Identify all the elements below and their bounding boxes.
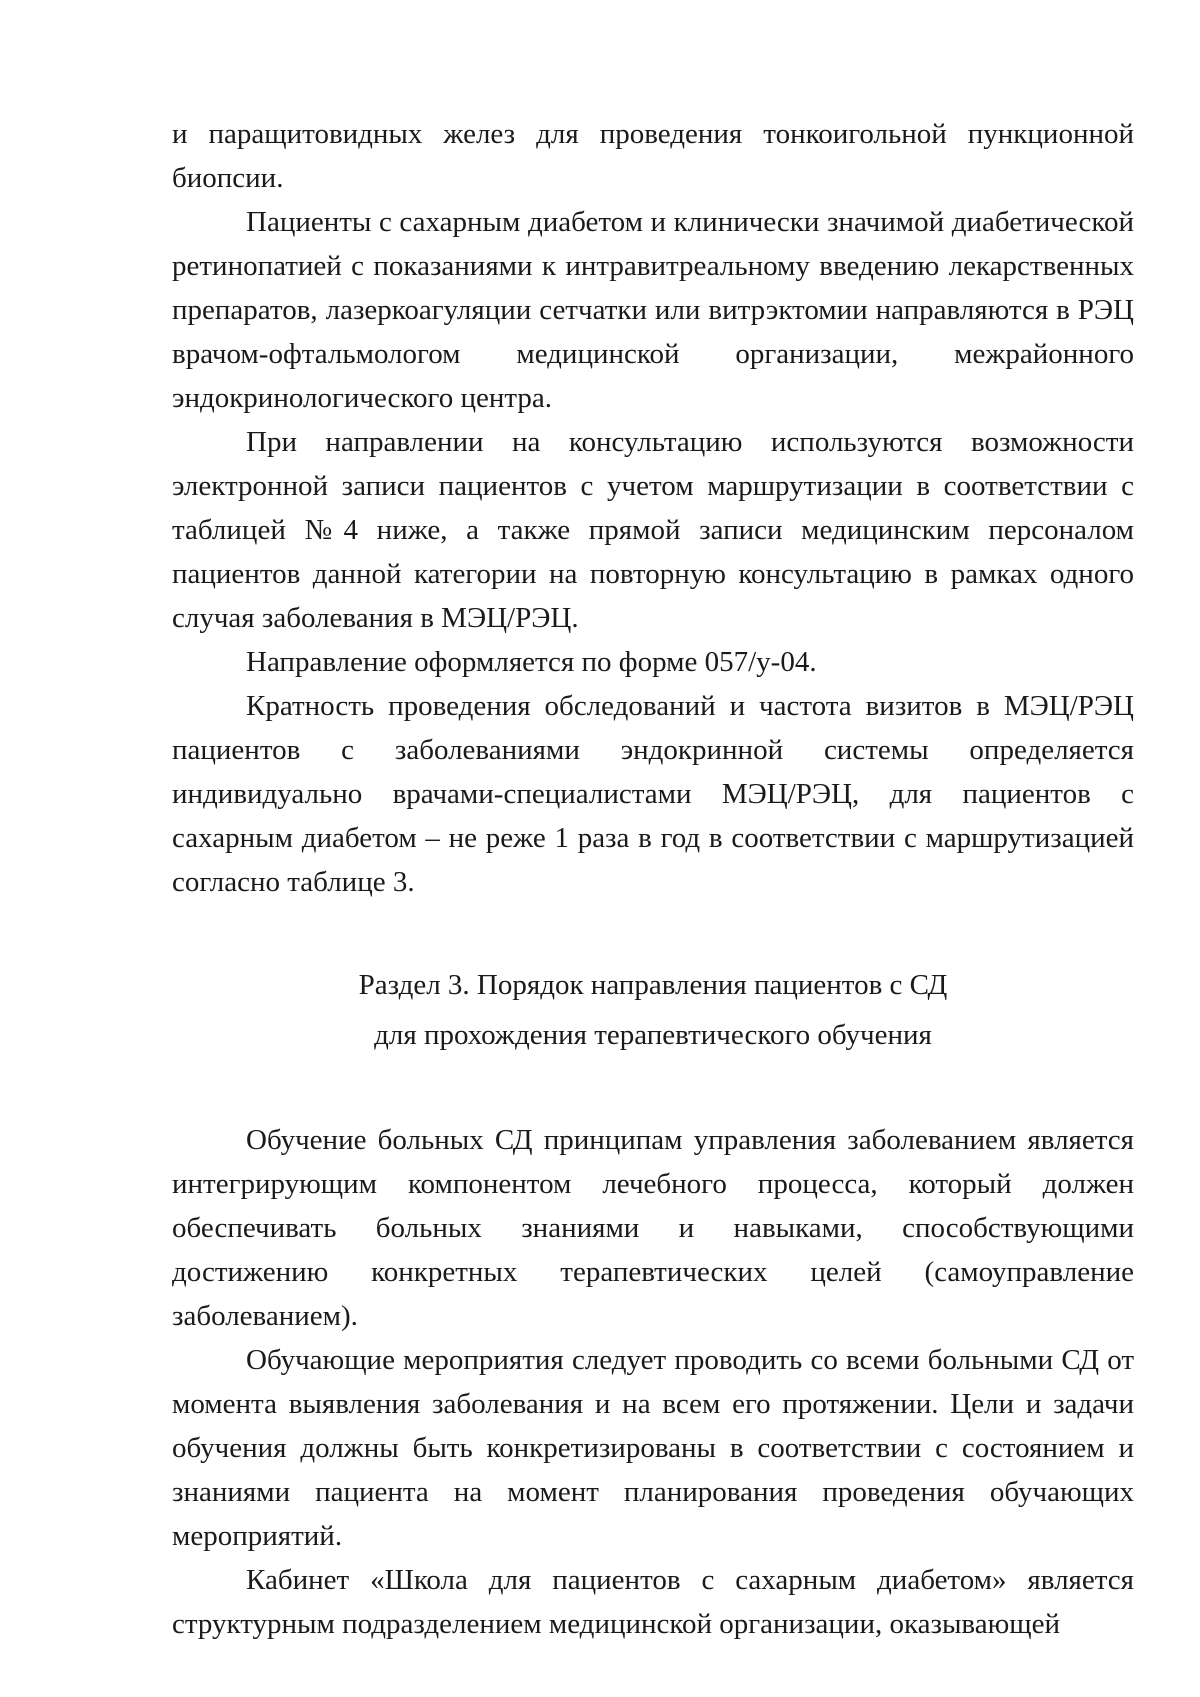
section-heading [172, 960, 1134, 1060]
paragraph-visit-frequency: Кратность проведения обследований и частота визитов в МЭЦ/РЭЦ пациентов с заболеваниями эндокринной системы определяется индивидуально врачами-специалистами МЭЦ/РЭЦ, для пациентов с сахарным диабетом – не реже 1 раза в год в соответствии с маршрутизацией согласно таблице 3. [172, 690, 1134, 898]
section-heading-line-1: Раздел 3. Порядок направления пациентов с СД [358, 969, 948, 1001]
document-body [172, 112, 1134, 1646]
paragraph-patient-education: Обучение больных СД принципам управления заболеванием является интегрирующим компонентом лечебного процесса, который должен обеспечивать больных знаниями и навыками, способствующими достижению конкретных терапевтических целей (самоуправление заболеванием). [172, 1124, 1134, 1332]
paragraph-retinopathy-referral: Пациенты с сахарным диабетом и клинически значимой диабетической ретинопатией с показаниями к интравитреальному введению лекарственных препаратов, лазеркоагуляции сетчатки или витрэктомии направляются в РЭЦ врачом-офтальмологом медицинской организации, межрайонного эндокринологического центра. [172, 206, 1134, 414]
paragraph-electronic-booking: При направлении на консультацию используются возможности электронной записи пациентов с учетом маршрутизации в соответствии с таблицей №4 ниже, а также прямой записи медицинским персоналом пациентов данной категории на повторную консультацию в рамках одного случая заболевания в МЭЦ/РЭЦ. [172, 426, 1134, 634]
paragraph-referral-form: Направление оформляется по форме 057/у-04. [246, 646, 817, 678]
paragraph-education-activities: Обучающие мероприятия следует проводить со всеми больными СД от момента выявления заболевания и на всем его протяжении. Цели и задачи обучения должны быть конкретизированы в соответствии с состоянием и знаниями пациента на момент планирования проведения обучающих мероприятий. [172, 1344, 1134, 1552]
paragraph-continuation: и паращитовидных желез для проведения тонкоигольной пункционной биопсии. [172, 118, 1134, 194]
section-heading-line-2: для прохождения терапевтического обучения [374, 1019, 932, 1051]
paragraph-diabetes-school: Кабинет «Школа для пациентов с сахарным диабетом» является структурным подразделением медицинской организации, оказывающей [172, 1564, 1134, 1640]
